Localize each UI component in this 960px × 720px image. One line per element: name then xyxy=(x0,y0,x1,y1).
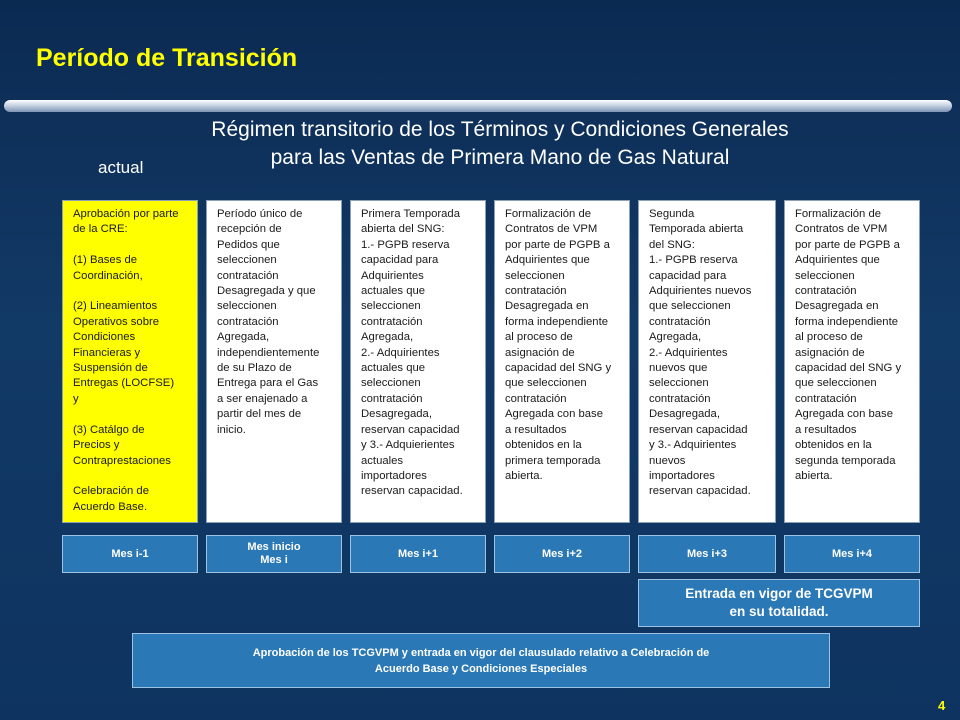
month-box-sublabel: Mes i xyxy=(260,554,288,566)
month-box-i-plus-2 xyxy=(494,535,630,573)
month-box-label: Mes inicio xyxy=(247,541,301,553)
timeline-card-cre-approval: Aprobación por parte de la CRE: (1) Bases de Coordinación, (2) Lineamientos Operativos sobre Condiciones Financieras y Suspensión de Entregas (LOCFSE) y (3) Catálgo de Precios y Contraprestaciones Celebración de Acuerdo Base. xyxy=(62,200,198,523)
month-box-label: Mes i+4 xyxy=(831,547,873,560)
month-box-i-plus-4 xyxy=(784,535,920,573)
entry-into-force-banner xyxy=(638,579,920,627)
timeline-card-first-open-season: Primera Temporada abierta del SNG: 1.- PGPB reserva capacidad para Adquirientes actuales que seleccionen contratación Agregada, 2.- Adquirientes actuales que seleccionen contratación Desagregada, reservan capacidad y 3.- Adquierientes actuales importadores reservan capacidad. xyxy=(350,200,486,523)
title-divider xyxy=(4,100,952,112)
month-box-start xyxy=(206,535,342,573)
month-box-label: Mes i+3 xyxy=(686,547,728,560)
timeline-card-first-formalization: Formalización de Contratos de VPM por parte de PGPB a Adquirientes que seleccionen contratación Desagregada en forma independiente al proceso de asignación de capacidad del SNG y que seleccionen contratación Agregada con base a resultados obtenidos en la primera temporada abierta. xyxy=(494,200,630,523)
month-box-label: Mes i+2 xyxy=(541,547,583,560)
approval-banner-line-2: Acuerdo Base y Condiciones Especiales xyxy=(374,662,588,675)
month-box-i-plus-1 xyxy=(350,535,486,573)
month-box-label: Mes i-1 xyxy=(111,547,149,560)
month-box-i-plus-3 xyxy=(638,535,776,573)
slide-subtitle xyxy=(160,116,840,172)
entry-banner-line-1: Entrada en vigor de TCGVPM xyxy=(685,586,873,601)
month-box-label: Mes i+1 xyxy=(397,547,439,560)
actual-label: actual xyxy=(98,158,144,177)
approval-banner xyxy=(132,633,830,688)
timeline-card-order-reception: Período único de recepción de Pedidos que seleccionen contratación Desagregada y que seleccionen contratación Agregada, independientemente de su Plazo de Entrega para el Gas a ser enajenado a partir del mes de inicio. xyxy=(206,200,342,523)
month-box-i-minus-1 xyxy=(62,535,198,573)
approval-banner-line-1: Aprobación de los TCGVPM y entrada en vigor del clausulado relativo a Celebración de xyxy=(252,646,710,659)
timeline-card-second-formalization: Formalización de Contratos de VPM por parte de PGPB a Adquirientes que seleccionen contratación Desagregada en forma independiente al proceso de asignación de capacidad del SNG y que seleccionen contratación Agregada con base a resultados obtenidos en la segunda temporada abierta. xyxy=(784,200,920,523)
timeline-card-second-open-season: Segunda Temporada abierta del SNG: 1.- PGPB reserva capacidad para Adquirientes nuevos que seleccionen contratación Agregada, 2.- Adquirientes nuevos que seleccionen contratación Desagregada, reservan capacidad y 3.- Adquirientes nuevos importadores reservan capacidad. xyxy=(638,200,776,523)
subtitle-line-1: Régimen transitorio de los Términos y Condiciones Generales xyxy=(211,118,789,141)
slide-title: Período de Transición xyxy=(36,44,298,72)
entry-banner-line-2: en su totalidad. xyxy=(729,604,829,619)
subtitle-line-2: para las Ventas de Primera Mano de Gas Natural xyxy=(270,146,730,169)
page-number: 4 xyxy=(938,698,946,713)
